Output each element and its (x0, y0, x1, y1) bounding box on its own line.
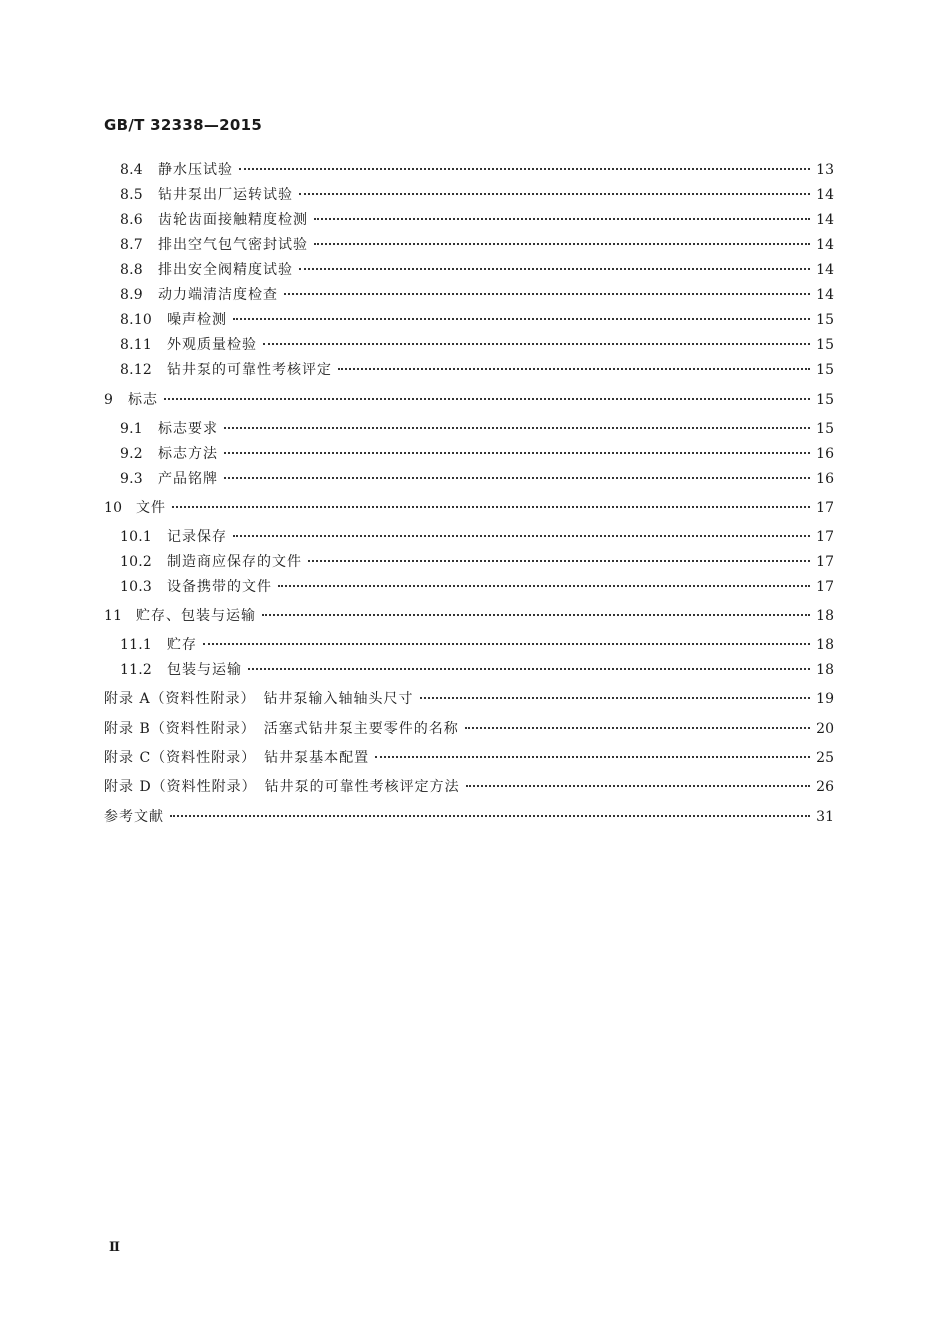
toc-entry-page: 19 (816, 691, 834, 707)
toc-entry-title: 标志要求 (158, 421, 218, 437)
toc-entry-title: 钻井泵的可靠性考核评定 (167, 362, 332, 378)
toc-entry-title: 附录 C（资料性附录） 钻井泵基本配置 (104, 750, 370, 766)
standard-number: GB/T 32338—2015 (104, 116, 263, 134)
toc-entry-page: 14 (816, 237, 834, 253)
toc-entry-title: 标志 (128, 392, 158, 408)
toc-entry-page: 15 (816, 312, 834, 328)
toc-entry[interactable] (120, 158, 834, 182)
toc-entry-number: 10.1 (120, 529, 152, 545)
toc-entry[interactable] (104, 496, 834, 520)
toc-dot-leader (299, 268, 810, 270)
toc-dot-leader (224, 477, 810, 479)
toc-entry-number: 10.2 (120, 554, 152, 570)
toc-entry[interactable] (104, 775, 834, 799)
toc-entry-title: 排出安全阀精度试验 (158, 262, 293, 278)
toc-entry[interactable] (120, 183, 834, 207)
toc-entry[interactable] (120, 283, 834, 307)
toc-entry-number: 8.11 (120, 337, 152, 353)
toc-entry[interactable] (104, 687, 834, 711)
toc-entry[interactable] (104, 388, 834, 412)
toc-entry-number: 11.2 (120, 662, 152, 678)
toc-dot-leader (314, 218, 810, 220)
toc-entry-number: 8.4 (120, 162, 143, 178)
toc-entry-title: 外观质量检验 (167, 337, 257, 353)
toc-dot-leader (203, 643, 810, 645)
toc-entry[interactable] (120, 208, 834, 232)
toc-entry[interactable] (120, 467, 834, 491)
toc-entry-page: 13 (816, 162, 834, 178)
toc-dot-leader (466, 785, 810, 787)
toc-entry[interactable] (120, 575, 834, 599)
toc-entry[interactable] (104, 805, 834, 829)
toc-entry-title: 动力端清洁度检查 (158, 287, 278, 303)
toc-entry-page: 17 (816, 554, 834, 570)
toc-entry-title: 文件 (136, 500, 166, 516)
toc-entry-page: 14 (816, 262, 834, 278)
toc-entry[interactable] (120, 233, 834, 257)
toc-entry-page: 17 (816, 500, 834, 516)
toc-dot-leader (420, 697, 810, 699)
toc-entry-page: 15 (816, 337, 834, 353)
toc-entry-number: 8.9 (120, 287, 143, 303)
toc-entry-page: 17 (816, 579, 834, 595)
toc-dot-leader (262, 614, 810, 616)
toc-entry-page: 16 (816, 446, 834, 462)
toc-entry-title: 排出空气包气密封试验 (158, 237, 308, 253)
toc-entry-number: 8.7 (120, 237, 143, 253)
toc-entry-page: 18 (816, 637, 834, 653)
toc-entry[interactable] (120, 550, 834, 574)
toc-entry-title: 贮存 (167, 637, 197, 653)
toc-entry-title: 噪声检测 (167, 312, 227, 328)
toc-dot-leader (239, 168, 810, 170)
toc-entry-title: 设备携带的文件 (167, 579, 272, 595)
toc-entry-page: 26 (816, 779, 834, 795)
toc-entry-page: 14 (816, 287, 834, 303)
toc-entry-page: 15 (816, 392, 834, 408)
toc-entry-title: 参考文献 (104, 809, 164, 825)
toc-entry-page: 17 (816, 529, 834, 545)
toc-entry-number: 10.3 (120, 579, 152, 595)
toc-dot-leader (164, 398, 810, 400)
toc-dot-leader (233, 535, 810, 537)
toc-entry-title: 记录保存 (167, 529, 227, 545)
toc-dot-leader (299, 193, 810, 195)
toc-entry-number: 10 (104, 500, 123, 516)
toc-dot-leader (224, 452, 810, 454)
toc-dot-leader (375, 756, 810, 758)
toc-entry[interactable] (120, 525, 834, 549)
toc-entry-title: 静水压试验 (158, 162, 233, 178)
toc-entry-title: 贮存、包装与运输 (136, 608, 256, 624)
toc-entry-page: 15 (816, 362, 834, 378)
toc-dot-leader (314, 243, 810, 245)
toc-dot-leader (248, 668, 810, 670)
toc-entry-number: 8.6 (120, 212, 143, 228)
toc-entry-title: 制造商应保存的文件 (167, 554, 302, 570)
toc-entry-number: 8.8 (120, 262, 143, 278)
toc-dot-leader (172, 506, 810, 508)
toc-entry-title: 附录 B（资料性附录） 活塞式钻井泵主要零件的名称 (104, 721, 459, 737)
toc-entry-page: 14 (816, 212, 834, 228)
toc-entry-number: 8.10 (120, 312, 152, 328)
toc-entry-number: 9.3 (120, 471, 143, 487)
toc-entry-page: 20 (816, 721, 834, 737)
toc-entry[interactable] (104, 746, 834, 770)
toc-dot-leader (224, 427, 810, 429)
toc-entry[interactable] (120, 258, 834, 282)
toc-entry-title: 标志方法 (158, 446, 218, 462)
toc-dot-leader (263, 343, 810, 345)
toc-entry-page: 18 (816, 608, 834, 624)
toc-entry-number: 11 (104, 608, 123, 624)
toc-entry[interactable] (104, 604, 834, 628)
toc-entry-number: 9 (104, 392, 114, 408)
toc-dot-leader (308, 560, 810, 562)
toc-entry-number: 9.2 (120, 446, 143, 462)
toc-entry-title: 钻井泵出厂运转试验 (158, 187, 293, 203)
toc-entry-number: 11.1 (120, 637, 152, 653)
toc-dot-leader (284, 293, 810, 295)
toc-dot-leader (465, 727, 810, 729)
toc-entry-page: 15 (816, 421, 834, 437)
toc-entry[interactable] (120, 442, 834, 466)
toc-entry-page: 16 (816, 471, 834, 487)
toc-dot-leader (233, 318, 810, 320)
toc-dot-leader (338, 368, 810, 370)
toc-entry[interactable] (120, 633, 834, 657)
toc-entry-title: 附录 A（资料性附录） 钻井泵输入轴轴头尺寸 (104, 691, 414, 707)
toc-entry[interactable] (120, 358, 834, 382)
toc-entry-page: 31 (816, 809, 834, 825)
toc-entry[interactable] (120, 658, 834, 682)
toc-entry-title: 附录 D（资料性附录） 钻井泵的可靠性考核评定方法 (104, 779, 460, 795)
toc-entry-number: 9.1 (120, 421, 143, 437)
toc-entry-number: 8.5 (120, 187, 143, 203)
toc-entry[interactable] (120, 333, 834, 357)
page-number: Ⅱ (109, 1240, 120, 1255)
toc-dot-leader (278, 585, 810, 587)
toc-entry-page: 14 (816, 187, 834, 203)
toc-entry[interactable] (120, 417, 834, 441)
toc-entry-title: 包装与运输 (167, 662, 242, 678)
toc-entry[interactable] (104, 717, 834, 741)
toc-entry-page: 18 (816, 662, 834, 678)
toc-entry-title: 齿轮齿面接触精度检测 (158, 212, 308, 228)
toc-entry-title: 产品铭牌 (158, 471, 218, 487)
toc-entry-number: 8.12 (120, 362, 152, 378)
toc-entry-page: 25 (816, 750, 834, 766)
toc-entry[interactable] (120, 308, 834, 332)
toc-dot-leader (170, 815, 810, 817)
